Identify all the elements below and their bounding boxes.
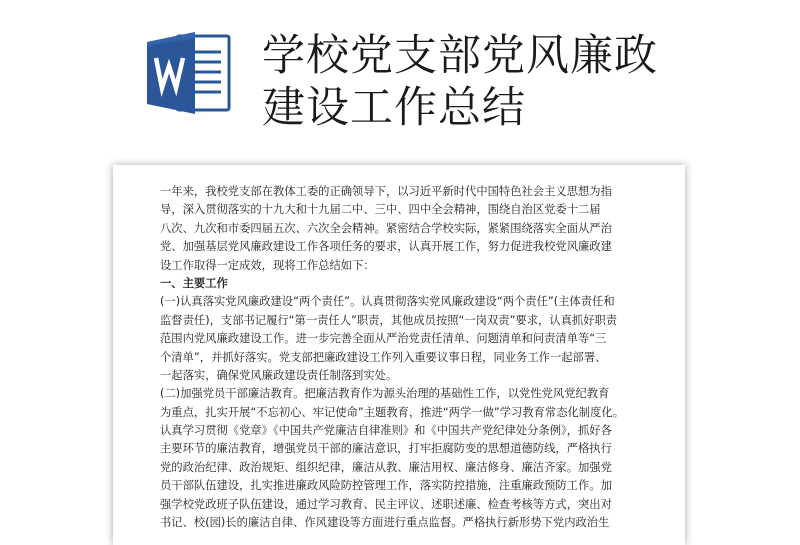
body-line: 范围内党风廉政建设工作。进一步完善全面从严治党责任清单、问题清单和问责清单等“三 — [160, 332, 607, 346]
body-line: 主要环节的廉洁教育，增强党员干部的廉洁意识，打牢拒腐防变的思想道德防线，严格执行 — [160, 442, 612, 456]
document-body — [160, 183, 646, 532]
section-heading: 一、主要工作 — [160, 276, 228, 290]
title-line-2: 建设工作总结 — [262, 83, 526, 133]
body-line: 为重点，扎实开展“不忘初心、牢记使命”主题教育，推进“两学一做”学习教育常态化制度化。 — [160, 405, 624, 419]
header — [0, 0, 800, 160]
body-line: 强学校党政班子队伍建设，通过学习教育、民主评议、述职述廉、检查考核等方式，突出对 — [160, 497, 612, 511]
body-line: 设工作取得一定成效，现将工作总结如下： — [160, 258, 375, 272]
body-line: 监督责任)，支部书记履行“第一责任人”职责，其他成员按照“一岗双责”要求，认真抓好职责 — [160, 313, 618, 327]
title-line-1: 学校党支部党风廉政 — [262, 31, 658, 81]
body-line: 导，深入贯彻落实的十九大和十九届二中、三中、四中全会精神，围绕自治区党委十二届 — [160, 203, 601, 217]
body-line: 个清单”，并抓好落实。党支部把廉政建设工作列入重要议事日程，同业务工作一起部署、 — [160, 350, 607, 364]
body-line: 认真学习贯彻《党章》《中国共产党廉洁自律准则》和《中国共产党纪律处分条例》，抓好各 — [160, 424, 612, 438]
body-line: 党、加强基层党风廉政建设工作各项任务的要求，认真开展工作，努力促进我校党风廉政建 — [160, 240, 612, 254]
body-line: 一年来，我校党支部在教体工委的正确领导下，以习近平新时代中国特色社会主义思想为指 — [160, 185, 612, 198]
body-line: 一起落实，确保党风廉政建设责任制落到实处。 — [160, 368, 398, 382]
body-line: 书记、校(园)长的廉洁自律、作风建设等方面进行重点监督。严格执行新形势下党内政治生 — [160, 516, 610, 530]
body-line: 党的政治纪律、政治规矩、组织纪律，廉洁从教、廉洁用权、廉洁修身、廉洁齐家。加强党 — [160, 460, 612, 474]
page-title — [262, 30, 782, 134]
body-line: (二)加强党员干部廉洁教育。把廉洁教育作为源头治理的基础性工作，以党性党风党纪教育 — [160, 387, 610, 401]
body-line: 八次、九次和市委四届五次、六次全会精神。紧密结合学校实际，紧紧围绕落实全面从严治 — [160, 221, 612, 235]
body-line: 员干部队伍建设，扎实推进廉政风险防控管理工作，落实防控措施，注重廉政预防工作。加 — [160, 479, 612, 493]
document-page — [113, 165, 685, 545]
body-line: (一)认真落实党风廉政建设“两个责任”。认真贯彻落实党风廉政建设“两个责任”(主体责任和 — [160, 295, 615, 309]
word-document-icon — [145, 30, 233, 116]
